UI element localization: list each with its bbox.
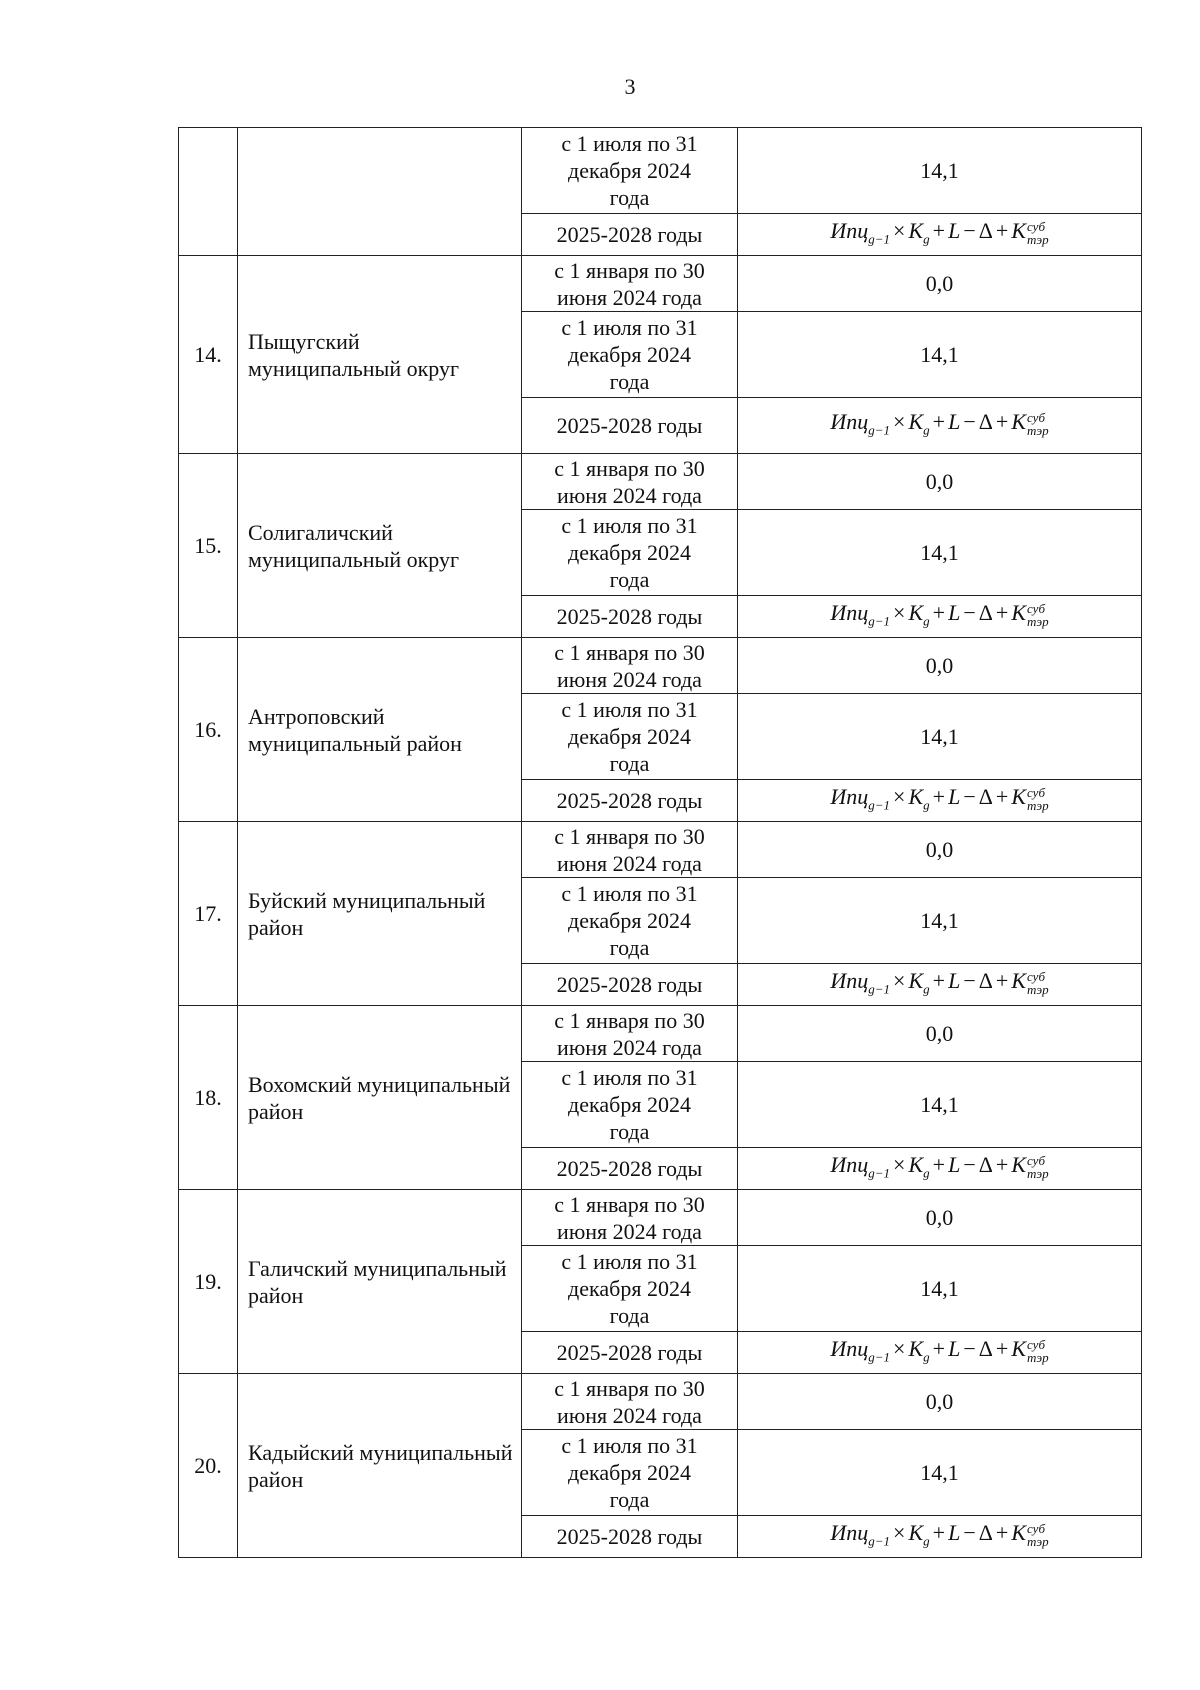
value-cell: 14,1	[738, 128, 1142, 214]
row-number-cell: 15.	[179, 454, 238, 638]
row-number-cell: 14.	[179, 256, 238, 454]
tariff-formula: $Ипц_{g-1} \times K_g + L - \Delta + K$ суб тэр	[830, 967, 1049, 997]
formula-cell	[738, 596, 1142, 638]
formula-cell	[738, 780, 1142, 822]
period-cell: 2025-2028 годы	[522, 1148, 738, 1190]
formula-cell	[738, 1516, 1142, 1558]
row-number-cell: 20.	[179, 1374, 238, 1558]
table-row	[179, 454, 1142, 510]
row-number-cell	[179, 128, 238, 256]
municipality-cell: Антроповский муниципальный район	[238, 638, 522, 822]
table-row	[179, 256, 1142, 312]
table-row	[179, 128, 1142, 214]
row-number-cell: 19.	[179, 1190, 238, 1374]
formula-cell	[738, 398, 1142, 454]
table-row	[179, 1374, 1142, 1430]
value-cell: 14,1	[738, 1246, 1142, 1332]
period-cell: с 1 июля по 31 декабря 2024 года	[522, 878, 738, 964]
municipality-cell: Буйский муниципальный район	[238, 822, 522, 1006]
period-cell: с 1 июля по 31 декабря 2024 года	[522, 1246, 738, 1332]
period-cell: с 1 января по 30 июня 2024 года	[522, 454, 738, 510]
row-number-cell: 17.	[179, 822, 238, 1006]
municipality-cell: Пыщугский муниципальный округ	[238, 256, 522, 454]
period-cell: с 1 июля по 31 декабря 2024 года	[522, 128, 738, 214]
period-cell: с 1 января по 30 июня 2024 года	[522, 822, 738, 878]
tariff-formula: $Ипц_{g-1} \times K_g + L - \Delta + K$ суб тэр	[830, 599, 1049, 629]
period-cell: с 1 января по 30 июня 2024 года	[522, 638, 738, 694]
value-cell: 14,1	[738, 510, 1142, 596]
page-number: 3	[624, 74, 636, 99]
formula-cell	[738, 964, 1142, 1006]
value-cell: 0,0	[738, 822, 1142, 878]
formula-cell	[738, 1332, 1142, 1374]
period-cell: 2025-2028 годы	[522, 398, 738, 454]
value-cell: 0,0	[738, 1190, 1142, 1246]
tariff-formula: $Ипц_{g-1} \times K_g + L - \Delta + K$ суб тэр	[830, 1335, 1049, 1365]
municipality-cell: Галичский муниципальный район	[238, 1190, 522, 1374]
municipality-cell: Кадыйский муниципальный район	[238, 1374, 522, 1558]
period-cell: с 1 января по 30 июня 2024 года	[522, 1190, 738, 1246]
value-cell: 0,0	[738, 454, 1142, 510]
table-row	[179, 638, 1142, 694]
period-cell: 2025-2028 годы	[522, 1516, 738, 1558]
value-cell: 0,0	[738, 256, 1142, 312]
formula-cell	[738, 214, 1142, 256]
municipality-cell	[238, 128, 522, 256]
table-row	[179, 1006, 1142, 1062]
row-number-cell: 16.	[179, 638, 238, 822]
period-cell: с 1 января по 30 июня 2024 года	[522, 1374, 738, 1430]
tariff-formula: $Ипц_{g-1} \times K_g + L - \Delta + K$ суб тэр	[830, 217, 1049, 247]
tariff-table	[178, 127, 1142, 1558]
value-cell: 14,1	[738, 878, 1142, 964]
value-cell: 14,1	[738, 1062, 1142, 1148]
tariff-formula: $Ипц_{g-1} \times K_g + L - \Delta + K$ суб тэр	[830, 1519, 1049, 1549]
period-cell: 2025-2028 годы	[522, 214, 738, 256]
table-row	[179, 822, 1142, 878]
period-cell: 2025-2028 годы	[522, 964, 738, 1006]
period-cell: с 1 июля по 31 декабря 2024 года	[522, 1062, 738, 1148]
municipality-cell: Вохомский муниципальный район	[238, 1006, 522, 1190]
table-row	[179, 1190, 1142, 1246]
period-cell: с 1 июля по 31 декабря 2024 года	[522, 694, 738, 780]
period-cell: с 1 июля по 31 декабря 2024 года	[522, 312, 738, 398]
tariff-formula: $Ипц_{g-1} \times K_g + L - \Delta + K$ суб тэр	[830, 783, 1049, 813]
period-cell: 2025-2028 годы	[522, 1332, 738, 1374]
value-cell: 14,1	[738, 1430, 1142, 1516]
municipality-cell: Солигаличский муниципальный округ	[238, 454, 522, 638]
formula-cell	[738, 1148, 1142, 1190]
period-cell: с 1 января по 30 июня 2024 года	[522, 1006, 738, 1062]
tariff-formula: $Ипц_{g-1} \times K_g + L - \Delta + K$ суб тэр	[830, 1151, 1049, 1181]
value-cell: 0,0	[738, 1374, 1142, 1430]
row-number-cell: 18.	[179, 1006, 238, 1190]
period-cell: с 1 января по 30 июня 2024 года	[522, 256, 738, 312]
period-cell: 2025-2028 годы	[522, 596, 738, 638]
value-cell: 0,0	[738, 638, 1142, 694]
value-cell: 0,0	[738, 1006, 1142, 1062]
period-cell: 2025-2028 годы	[522, 780, 738, 822]
value-cell: 14,1	[738, 312, 1142, 398]
tariff-formula: $Ипц_{g-1} \times K_g + L - \Delta + K$ суб тэр	[830, 408, 1049, 438]
period-cell: с 1 июля по 31 декабря 2024 года	[522, 1430, 738, 1516]
value-cell: 14,1	[738, 694, 1142, 780]
period-cell: с 1 июля по 31 декабря 2024 года	[522, 510, 738, 596]
